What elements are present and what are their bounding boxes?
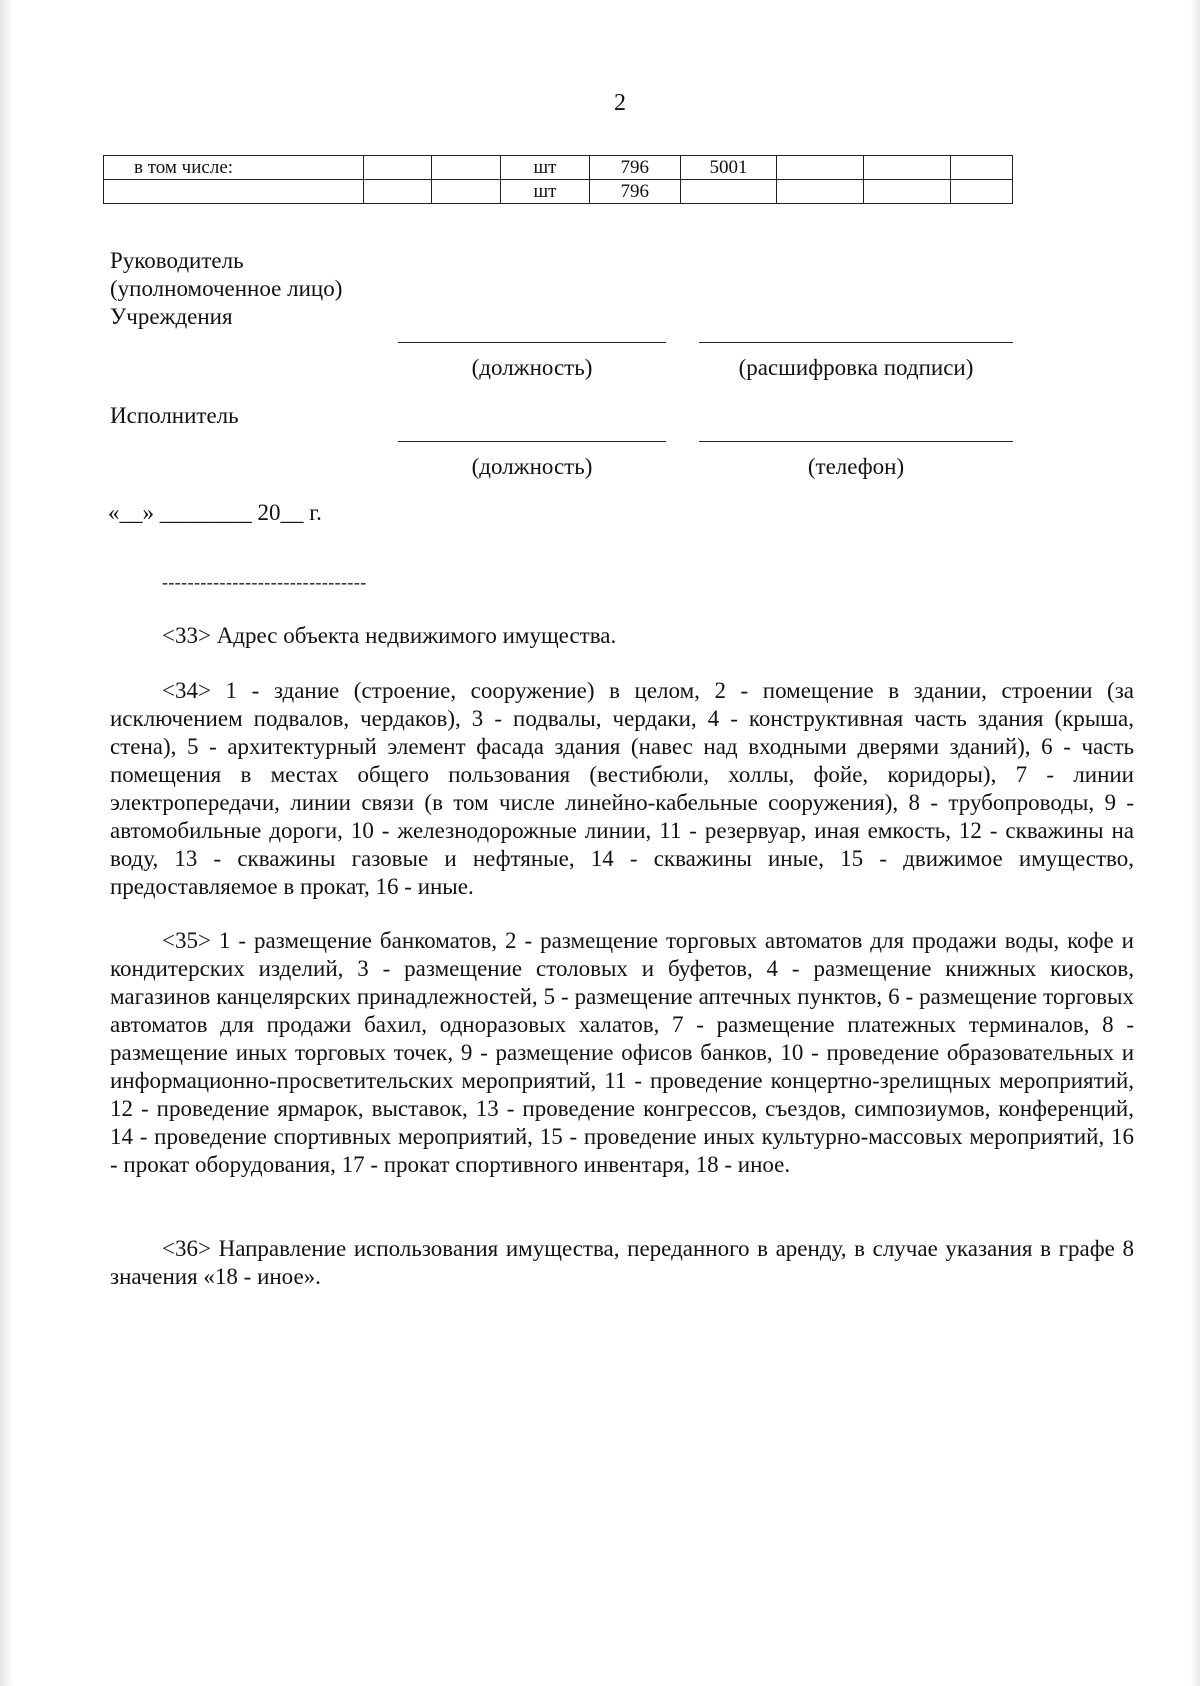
table-row [104, 156, 1013, 180]
data-table [103, 155, 1013, 204]
executor-label: Исполнитель [110, 403, 239, 428]
head-signature-line [699, 342, 1013, 343]
table-body [104, 156, 1013, 204]
head-position-caption: (должность) [471, 355, 593, 380]
head-label-line3: Учреждения [110, 304, 233, 329]
footnote-34: <34> 1 - здание (строение, сооружение) в целом, 2 - помещение в здании, строении (за исключением подвалов, чердаков), 3 - подвалы, чердаки, 4 - конструктивная часть здания (крыша, стена), 5 - архитектурный элемент фасада здания (навес над входными дверями зданий), 6 - часть помещения в местах общего пользования (вестибюли, холлы, фойе, коридоры), 7 - линии электропередачи, линии связи (в том числе линейно-кабельные сооружения), 8 - трубопроводы, 9 - автомобильные дороги, 10 - железнодорожные линии, 11 - резервуар, иная емкость, 12 - скважины на воду, 13 - скважины газовые и нефтяные, 14 - скважины иные, 15 - движимое имущество, предоставляемое в прокат, 16 - иные. [110, 678, 1134, 899]
date-line: «__» ________ 20__ г. [108, 500, 322, 525]
executor-position-line [398, 441, 666, 442]
table-cell: шт [501, 180, 589, 204]
footnote-separator: -------------------------------- [162, 572, 367, 592]
head-label-line1: Руководитель [110, 248, 244, 273]
table-cell [864, 180, 950, 204]
table-cell [777, 180, 864, 204]
footnote-36: <36> Направление использования имущества, переданного в аренду, в случае указания в графе 8 значения «18 - иное». [110, 1236, 1134, 1289]
table-cell [864, 156, 950, 180]
scan-edge-right [1190, 0, 1200, 1686]
head-label-line2: (уполномоченное лицо) [110, 276, 343, 301]
executor-phone-caption: (телефон) [807, 454, 905, 479]
executor-phone-line [699, 441, 1013, 442]
table-cell: 5001 [680, 156, 776, 180]
executor-position-caption: (должность) [471, 454, 593, 479]
page-number: 2 [614, 90, 626, 116]
table-cell: в том числе: [104, 156, 364, 180]
head-position-line [398, 342, 666, 343]
table-cell: 796 [589, 156, 680, 180]
table-cell [363, 180, 431, 204]
table-cell [680, 180, 776, 204]
table-cell [432, 180, 501, 204]
table-cell: шт [501, 156, 589, 180]
scan-edge-left [0, 0, 14, 1686]
table-cell: 796 [589, 180, 680, 204]
table-cell [950, 156, 1012, 180]
table-cell [432, 156, 501, 180]
table-row [104, 180, 1013, 204]
table-cell [104, 180, 364, 204]
table-cell [363, 156, 431, 180]
head-signature-caption: (расшифровка подписи) [738, 355, 974, 380]
footnote-35: <35> 1 - размещение банкоматов, 2 - размещение торговых автоматов для продажи воды, кофе и кондитерских изделий, 3 - размещение столовых и буфетов, 4 - размещение книжных киосков, магазинов канцелярских принадлежностей, 5 - размещение аптечных пунктов, 6 - размещение торговых автоматов для продажи бахил, одноразовых халатов, 7 - размещение платежных терминалов, 8 - размещение иных торговых точек, 9 - размещение офисов банков, 10 - проведение образовательных и информационно-просветительских мероприятий, 11 - проведение концертно-зрелищных мероприятий, 12 - проведение ярмарок, выставок, 13 - проведение конгрессов, съездов, симпозиумов, конференций, 14 - проведение спортивных мероприятий, 15 - проведение иных культурно-массовых мероприятий, 16 - прокат оборудования, 17 - прокат спортивного инвентаря, 18 - иное. [110, 928, 1134, 1177]
footnote-33: <33> Адрес объекта недвижимого имущества. [162, 623, 617, 648]
table-cell [950, 180, 1012, 204]
table-cell [777, 156, 864, 180]
